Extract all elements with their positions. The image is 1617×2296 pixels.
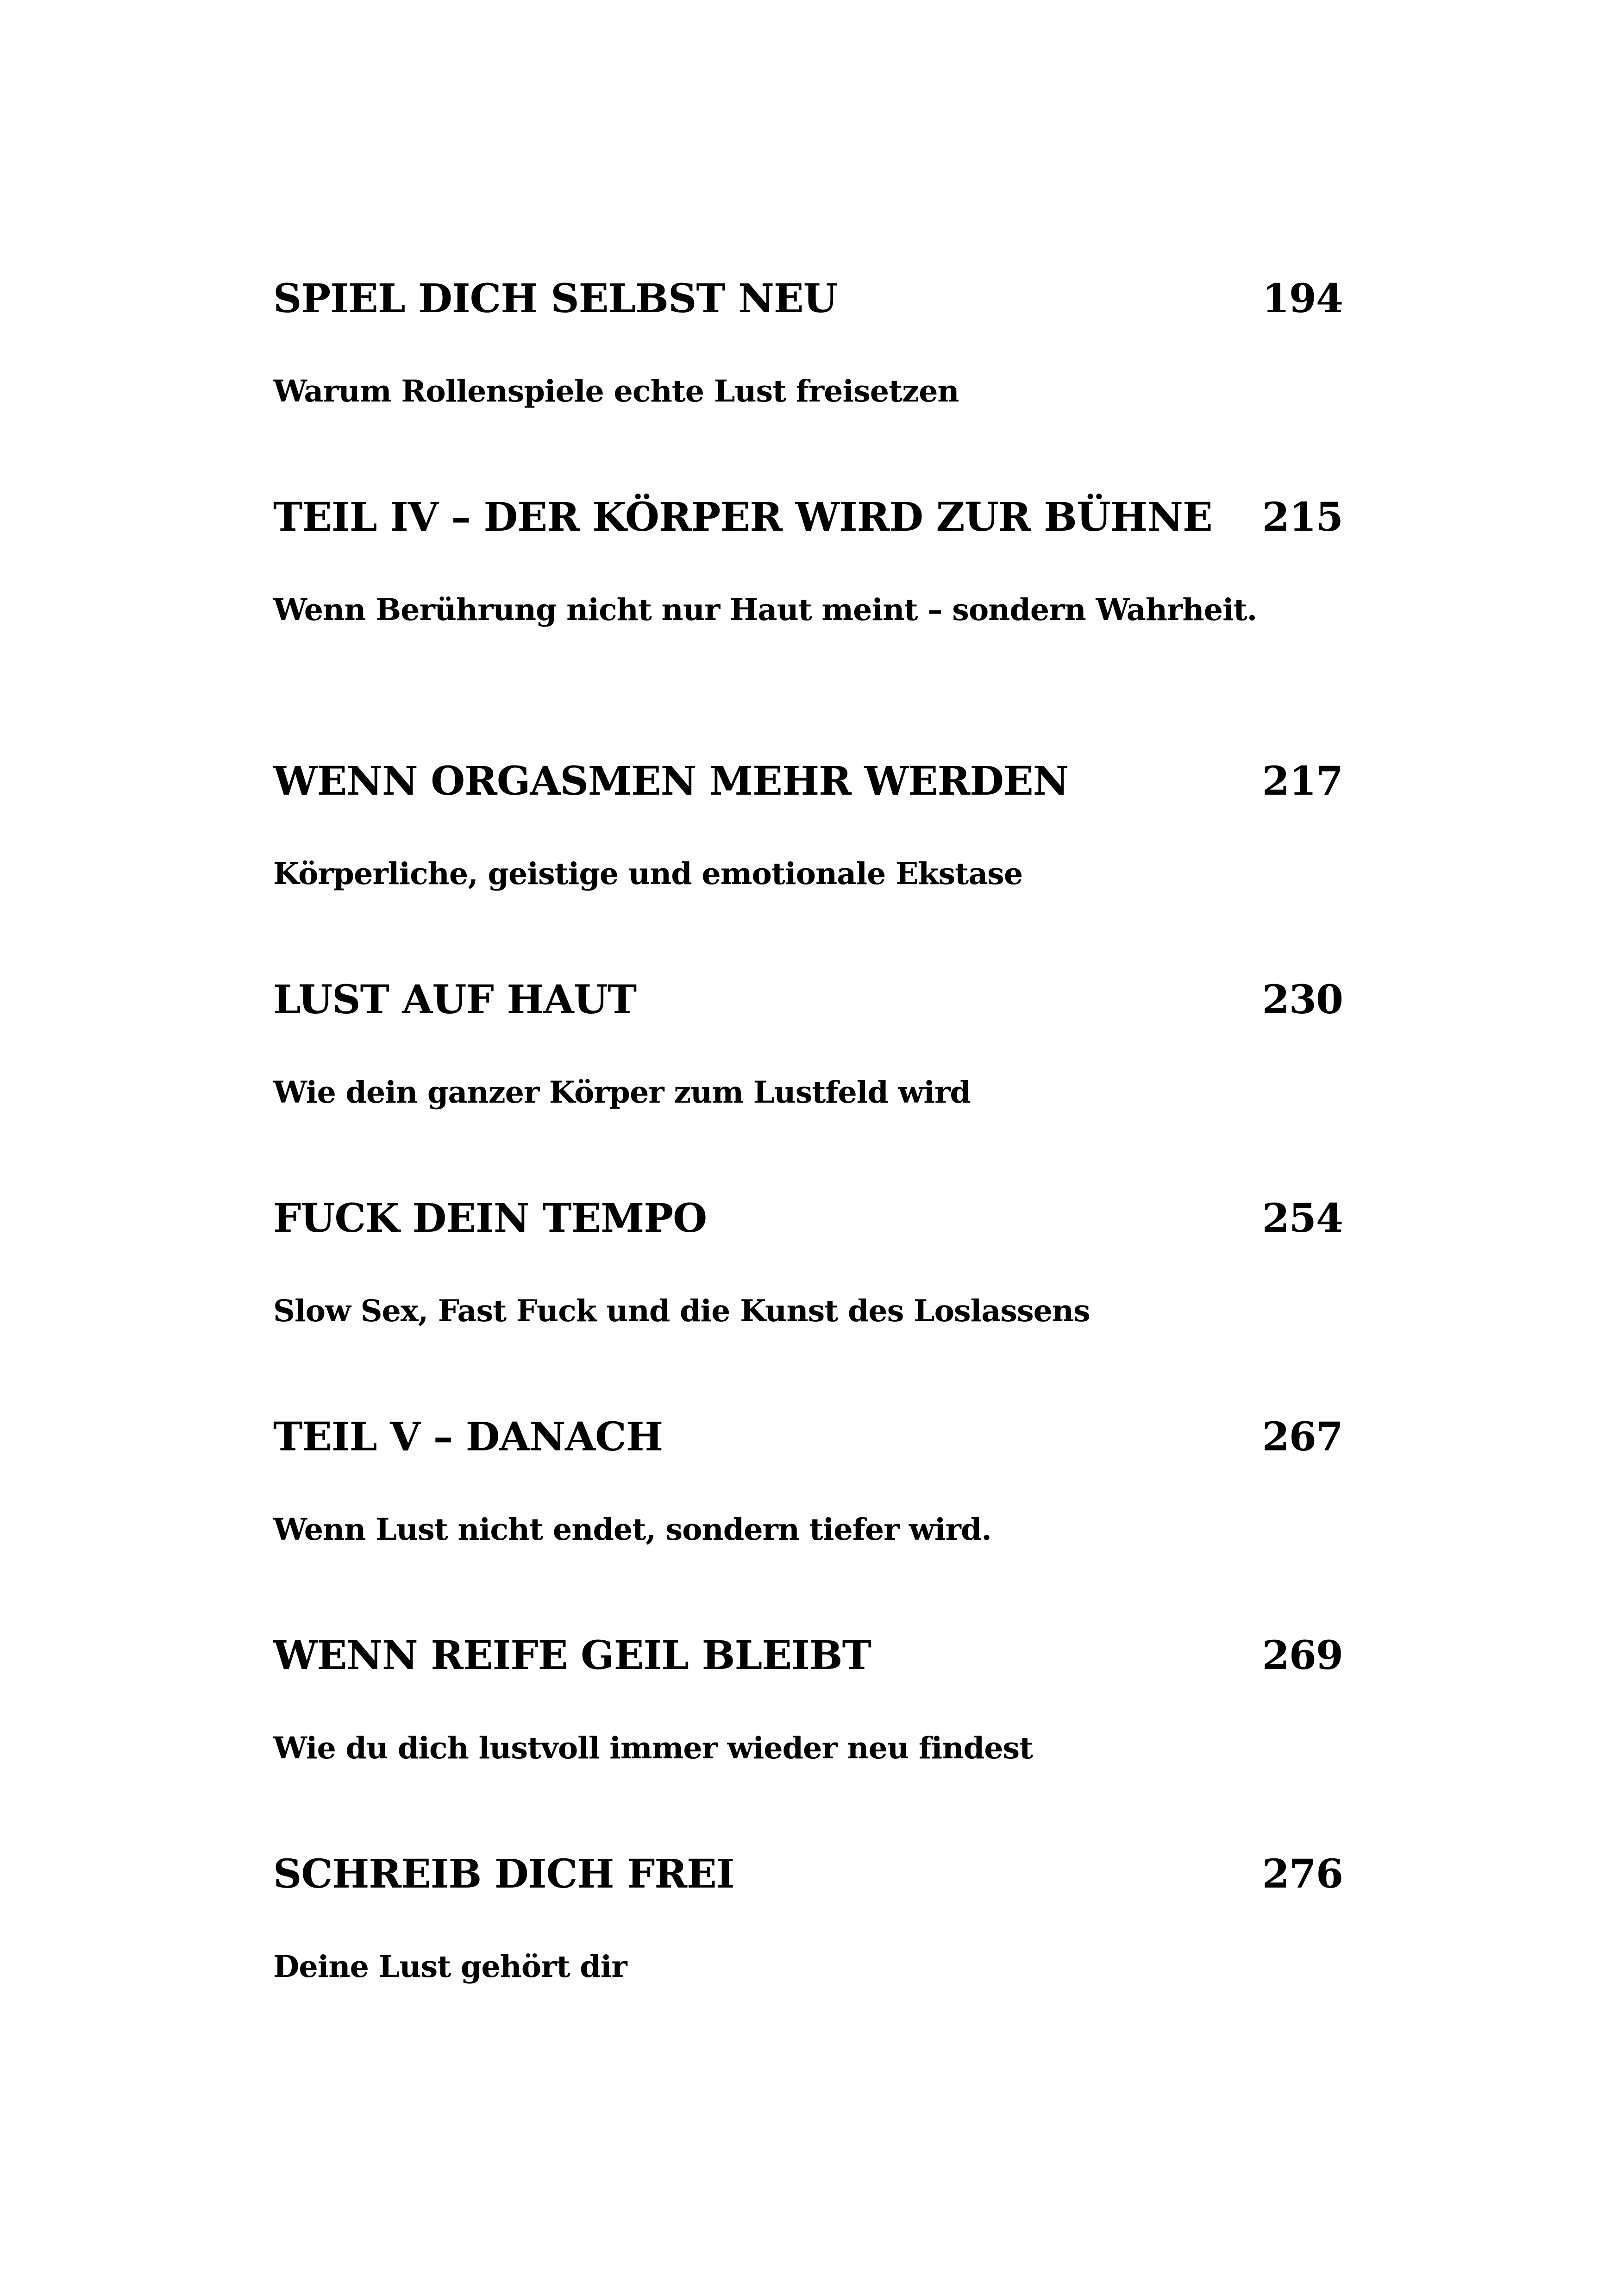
chapter-title: TEIL V – DANACH	[273, 1414, 663, 1460]
chapter-subtitle: Körperliche, geistige und emotionale Ekstase	[273, 856, 1023, 891]
chapter-title: SCHREIB DICH FREI	[273, 1851, 734, 1897]
page-number: 276	[1262, 1851, 1343, 1897]
toc-entry[interactable]	[273, 756, 1343, 891]
chapter-subtitle: Wenn Berührung nicht nur Haut meint – sondern Wahrheit.	[273, 592, 1257, 627]
chapter-title: SPIEL DICH SELBST NEU	[273, 276, 837, 322]
toc-entry-heading	[273, 1630, 1343, 1681]
page-number: 230	[1262, 977, 1343, 1023]
chapter-title: TEIL IV – DER KÖRPER WIRD ZUR BÜHNE	[273, 494, 1212, 540]
chapter-subtitle: Deine Lust gehört dir	[273, 1949, 627, 1984]
toc-entry-heading	[273, 1411, 1343, 1462]
toc-entry[interactable]	[273, 1849, 1343, 1984]
toc-entry[interactable]	[273, 974, 1343, 1110]
toc-entry[interactable]	[273, 273, 1343, 409]
chapter-title: WENN REIFE GEIL BLEIBT	[273, 1632, 871, 1679]
toc-entry[interactable]	[273, 1411, 1343, 1547]
chapter-subtitle: Warum Rollenspiele echte Lust freisetzen	[273, 374, 959, 409]
page-number: 217	[1262, 758, 1343, 804]
chapter-title: LUST AUF HAUT	[273, 977, 637, 1023]
page-number: 267	[1262, 1414, 1343, 1460]
chapter-subtitle: Wie dein ganzer Körper zum Lustfeld wird	[273, 1075, 971, 1110]
chapter-subtitle: Slow Sex, Fast Fuck und die Kunst des Loslassens	[273, 1293, 1090, 1329]
toc-entry-heading	[273, 492, 1343, 543]
toc-entry-heading	[273, 974, 1343, 1025]
chapter-title: WENN ORGASMEN MEHR WERDEN	[273, 758, 1069, 804]
chapter-title: FUCK DEIN TEMPO	[273, 1195, 707, 1242]
toc-entry-heading	[273, 273, 1343, 324]
toc-entry-heading	[273, 1193, 1343, 1244]
toc-entry[interactable]	[273, 1630, 1343, 1766]
page-number: 254	[1262, 1195, 1343, 1242]
page-number: 269	[1262, 1632, 1343, 1679]
toc-entry-heading	[273, 1849, 1343, 1900]
chapter-subtitle: Wenn Lust nicht endet, sondern tiefer wird.	[273, 1512, 991, 1547]
page-number: 194	[1262, 276, 1343, 322]
toc-entry[interactable]	[273, 492, 1343, 627]
chapter-subtitle: Wie du dich lustvoll immer wieder neu findest	[273, 1731, 1033, 1766]
page-number: 215	[1262, 494, 1343, 540]
toc-entry-heading	[273, 756, 1343, 807]
toc-entry[interactable]	[273, 1193, 1343, 1329]
